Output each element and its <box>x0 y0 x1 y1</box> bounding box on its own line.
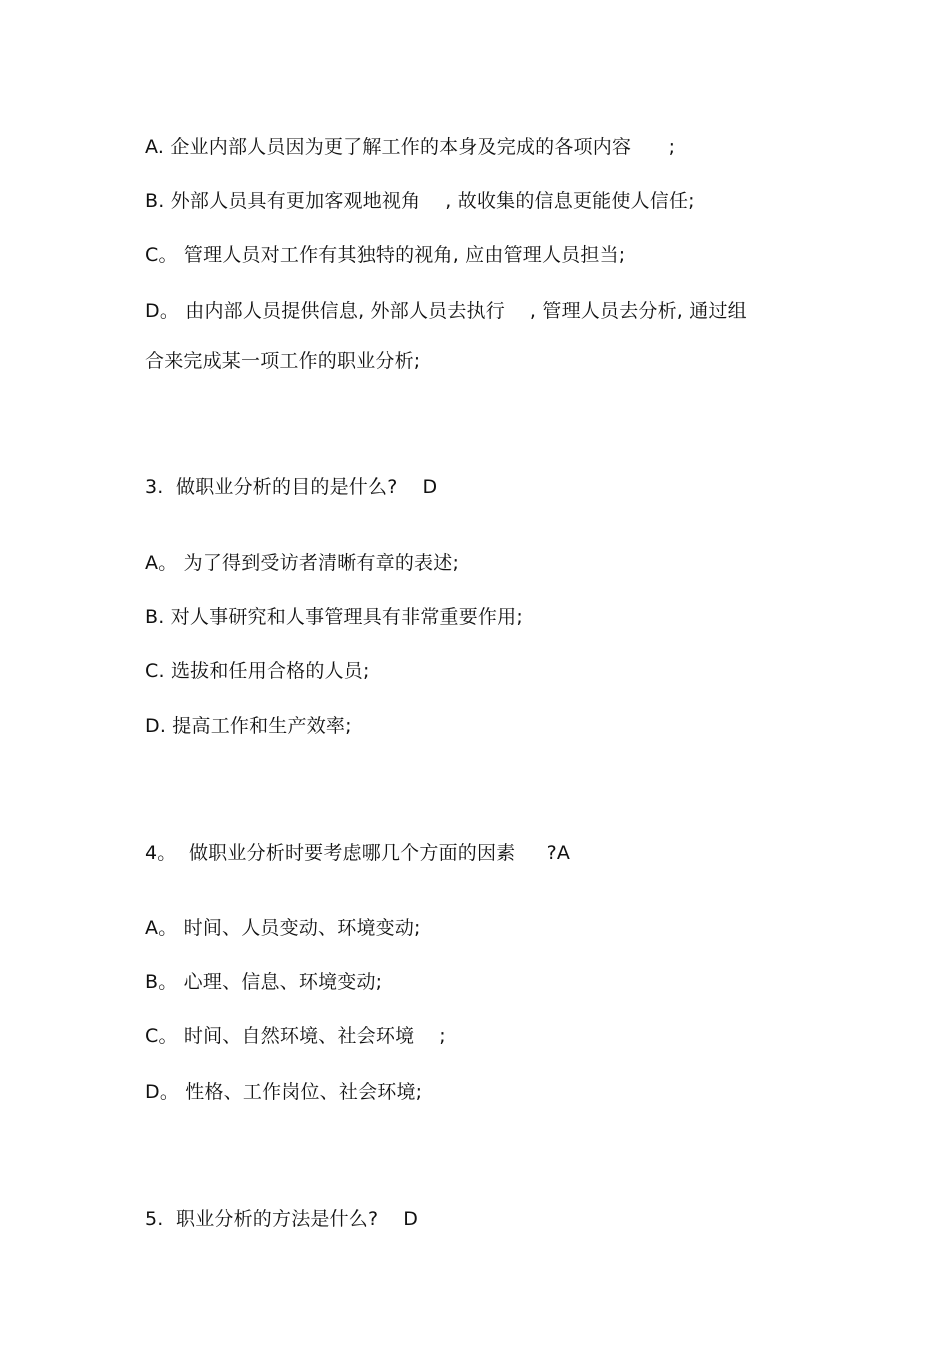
q4-option-c: C。 时间、自然环境、社会环境 ; <box>145 1025 446 1047</box>
q2-option-d-line1: D。 由内部人员提供信息, 外部人员去执行 , 管理人员去分析, 通过组 <box>145 300 747 322</box>
q2-option-d-line2: 合来完成某一项工作的职业分析; <box>145 350 421 372</box>
q3-option-a: A。 为了得到受访者清晰有章的表述; <box>145 552 460 574</box>
q4-option-b: B。 心理、信息、环境变动; <box>145 971 383 993</box>
q4-question: 4。 做职业分析时要考虑哪几个方面的因素 ?A <box>145 842 571 864</box>
q5-question: 5. 职业分析的方法是什么? D <box>145 1208 419 1230</box>
q3-option-b: B. 对人事研究和人事管理具有非常重要作用; <box>145 606 523 628</box>
q3-option-c: C. 选拔和任用合格的人员; <box>145 660 370 682</box>
q3-question: 3. 做职业分析的目的是什么? D <box>145 476 438 498</box>
q2-option-a: A. 企业内部人员因为更了解工作的本身及完成的各项内容 ; <box>145 136 676 158</box>
q3-option-d: D. 提高工作和生产效率; <box>145 715 352 737</box>
q2-option-b: B. 外部人员具有更加客观地视角 , 故收集的信息更能使人信任; <box>145 190 695 212</box>
q4-option-a: A。 时间、人员变动、环境变动; <box>145 917 421 939</box>
q4-option-d: D。 性格、工作岗位、社会环境; <box>145 1081 423 1103</box>
q2-option-c: C。 管理人员对工作有其独特的视角, 应由管理人员担当; <box>145 244 626 266</box>
